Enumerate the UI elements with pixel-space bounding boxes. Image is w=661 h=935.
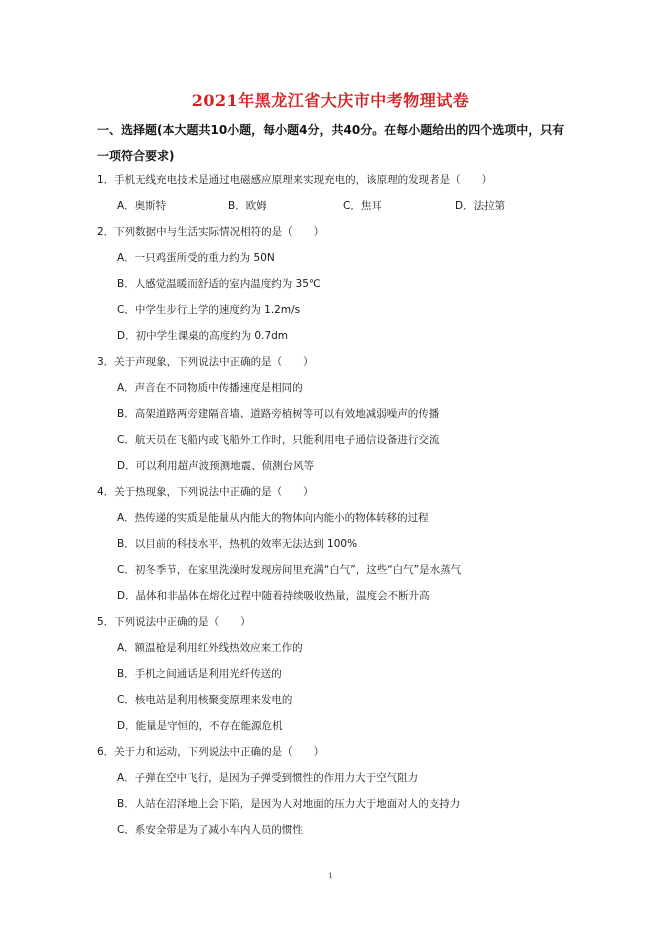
question-4-stem: 4．关于热现象，下列说法中正确的是（ ） — [97, 486, 314, 498]
question-1-option-b: B．欧姆 — [228, 200, 267, 212]
question-2-stem: 2．下列数据中与生活实际情况相符的是（ ） — [97, 226, 325, 238]
question-2-option-d: D．初中学生课桌的高度约为 0.7dm — [117, 330, 289, 342]
section-heading-line1: 一、选择题(本大题共10小题，每小题4分，共40分。在每小题给出的四个选项中，只有 — [97, 123, 565, 137]
question-6-stem: 6．关于力和运动，下列说法中正确的是（ ） — [97, 746, 325, 758]
section-heading-line2: 一项符合要求) — [97, 149, 175, 163]
question-3-option-d: D．可以利用超声波预测地震、侦测台风等 — [117, 460, 315, 472]
page-number: 1 — [328, 872, 333, 880]
question-1-option-a: A．奥斯特 — [117, 200, 167, 212]
question-5-option-b: B．手机之间通话是利用光纤传送的 — [117, 668, 282, 680]
question-5-stem: 5．下列说法中正确的是（ ） — [97, 616, 251, 628]
question-2-option-a: A．一只鸡蛋所受的重力约为 50N — [117, 252, 275, 264]
question-1-stem: 1．手机无线充电技术是通过电磁感应原理来实现充电的，该原理的发现者是（ ） — [97, 174, 493, 186]
question-6-option-a: A．子弹在空中飞行，是因为子弹受到惯性的作用力大于空气阻力 — [117, 772, 419, 784]
question-2-option-c: C．中学生步行上学的速度约为 1.2m/s — [117, 304, 301, 316]
question-5-option-a: A．额温枪是利用红外线热效应来工作的 — [117, 642, 303, 654]
question-1-option-c: C．焦耳 — [343, 200, 382, 212]
question-3-option-b: B．高架道路两旁建隔音墙、道路旁植树等可以有效地减弱噪声的传播 — [117, 408, 440, 420]
question-3-option-a: A．声音在不同物质中传播速度是相同的 — [117, 382, 303, 394]
question-4-option-a: A．热传递的实质是能量从内能大的物体向内能小的物体转移的过程 — [117, 512, 429, 524]
question-4-option-d: D．晶体和非晶体在熔化过程中随着持续吸收热量，温度会不断升高 — [117, 590, 430, 602]
question-6-option-c: C．系安全带是为了减小车内人员的惯性 — [117, 824, 303, 836]
page-title: 2021年黑龙江省大庆市中考物理试卷 — [191, 91, 470, 110]
question-4-option-b: B．以目前的科技水平，热机的效率无法达到 100% — [117, 538, 358, 550]
question-3-option-c: C．航天员在飞船内或飞船外工作时，只能利用电子通信设备进行交流 — [117, 434, 440, 446]
question-5-option-c: C．核电站是利用核聚变原理来发电的 — [117, 694, 293, 706]
question-1-option-d: D．法拉第 — [455, 200, 506, 212]
question-3-stem: 3．关于声现象，下列说法中正确的是（ ） — [97, 356, 314, 368]
question-4-option-c: C．初冬季节，在家里洗澡时发现房间里充满“白气”，这些“白气”是水蒸气 — [117, 564, 462, 576]
question-5-option-d: D．能量是守恒的，不存在能源危机 — [117, 720, 283, 732]
question-2-option-b: B．人感觉温暖而舒适的室内温度约为 35℃ — [117, 278, 321, 290]
question-6-option-b: B．人站在沼泽地上会下陷，是因为人对地面的压力大于地面对人的支持力 — [117, 798, 461, 810]
